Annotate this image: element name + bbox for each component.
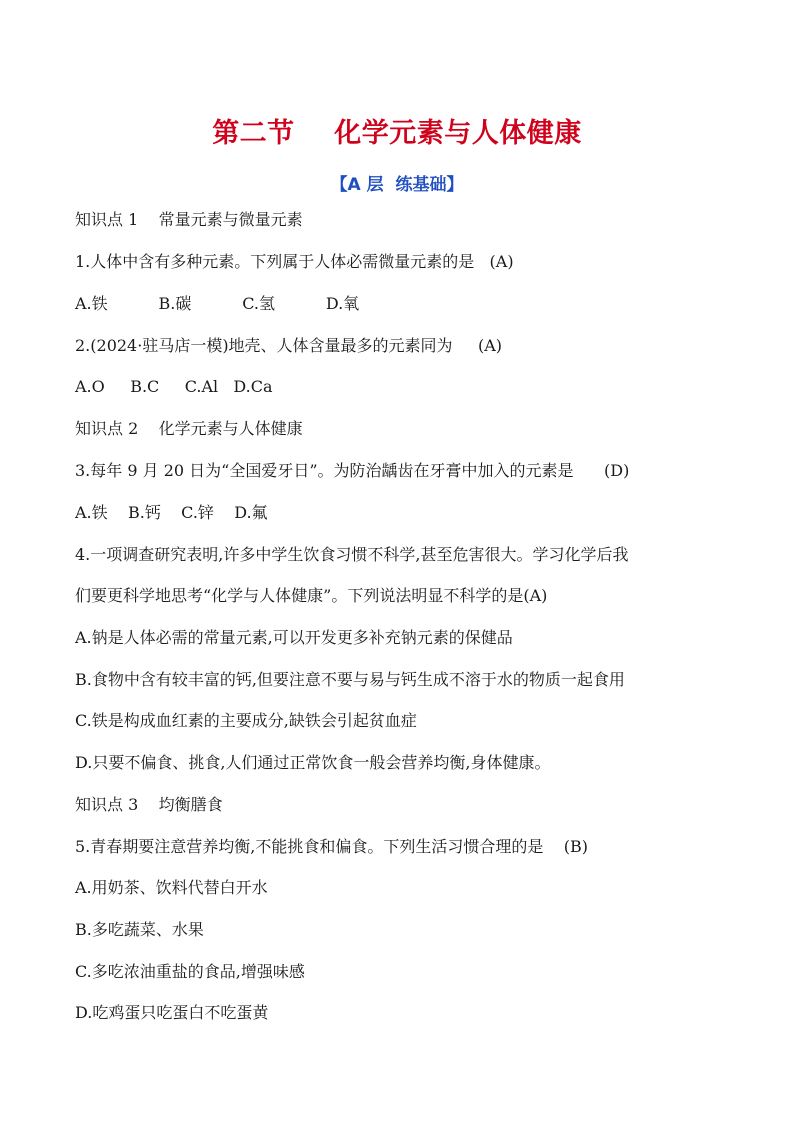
question-4-stem-line-1: 4.一项调查研究表明,许多中学生饮食习惯不科学,甚至危害很大。学习化学后我 xyxy=(75,545,629,564)
question-2-options: A.O B.C C.Al D.Ca xyxy=(75,377,273,396)
knowledge-point-heading: 知识点 2 化学元素与人体健康 xyxy=(75,419,303,438)
question-5-option-d: D.吃鸡蛋只吃蛋白不吃蛋黄 xyxy=(75,1003,269,1022)
question-5-option-b: B.多吃蔬菜、水果 xyxy=(75,920,204,939)
question-5-option-a: A.用奶茶、饮料代替白开水 xyxy=(75,878,268,897)
question-5-option-c: C.多吃浓油重盐的食品,增强味感 xyxy=(75,962,305,981)
question-4-option-d: D.只要不偏食、挑食,人们通过正常饮食一般会营养均衡,身体健康。 xyxy=(75,753,551,772)
question-5-stem: 5.青春期要注意营养均衡,不能挑食和偏食。下列生活习惯合理的是 (B) xyxy=(75,837,588,856)
layer-heading: 【A 层 练基础】 xyxy=(330,175,464,195)
question-1-stem: 1.人体中含有多种元素。下列属于人体必需微量元素的是 (A) xyxy=(75,252,514,271)
question-2-stem: 2.(2024·驻马店一模)地壳、人体含量最多的元素同为 (A) xyxy=(75,336,503,355)
question-4-stem-line-2: 们要更科学地思考“化学与人体健康”。下列说法明显不科学的是(A) xyxy=(75,586,548,605)
question-3-stem: 3.每年 9 月 20 日为“全国爱牙日”。为防治龋齿在牙膏中加入的元素是 (D) xyxy=(75,461,630,480)
question-1-options: A.铁 B.碳 C.氢 D.氧 xyxy=(75,294,360,313)
question-4-option-c: C.铁是构成血红素的主要成分,缺铁会引起贫血症 xyxy=(75,711,417,730)
knowledge-point-heading: 知识点 3 均衡膳食 xyxy=(75,795,223,814)
knowledge-point-heading: 知识点 1 常量元素与微量元素 xyxy=(75,210,303,229)
question-4-option-a: A.钠是人体必需的常量元素,可以开发更多补充钠元素的保健品 xyxy=(75,628,513,647)
question-4-option-b: B.食物中含有较丰富的钙,但要注意不要与易与钙生成不溶于水的物质一起食用 xyxy=(75,670,625,689)
question-3-options: A.铁 B.钙 C.锌 D.氟 xyxy=(75,503,268,522)
section-title: 第二节 化学元素与人体健康 xyxy=(212,118,582,149)
